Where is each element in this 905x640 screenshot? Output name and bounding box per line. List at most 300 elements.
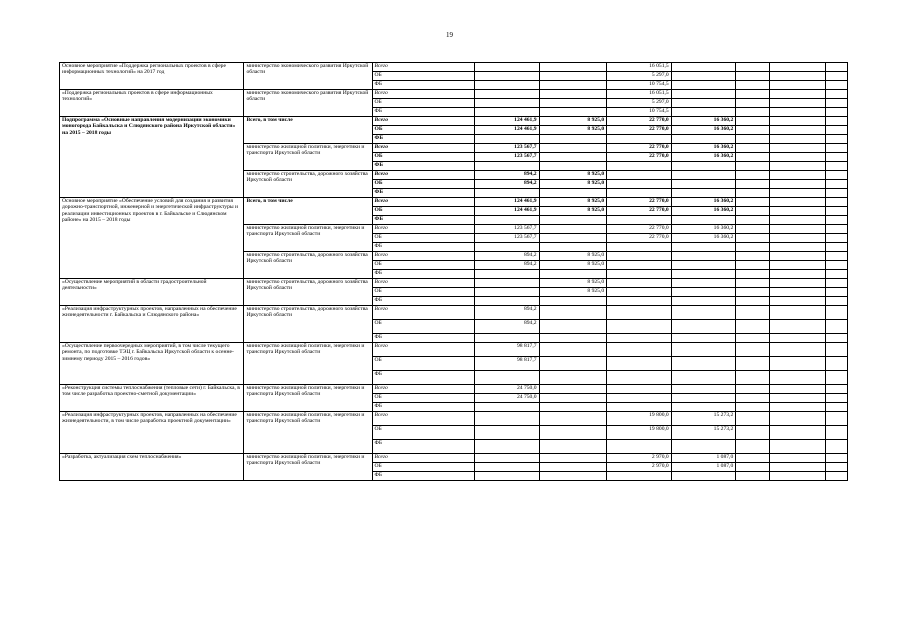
funding-source-cell: Всего [372, 343, 474, 357]
amount-cell [539, 394, 607, 403]
amount-cell: 98 817,7 [474, 357, 539, 371]
amount-cell [770, 117, 826, 126]
amount-cell [770, 90, 826, 99]
funding-source-cell: ФБ [372, 334, 474, 343]
amount-cell [770, 261, 826, 270]
amount-cell: 15 273,2 [671, 426, 736, 440]
executor-cell: министерство строительства, дорожного хозяйства Иркутской области [244, 171, 372, 198]
amount-cell [474, 297, 539, 306]
amount-cell [736, 252, 770, 261]
amount-cell [539, 297, 607, 306]
amount-cell [826, 306, 848, 320]
amount-cell [671, 270, 736, 279]
amount-cell [826, 216, 848, 225]
amount-cell [474, 63, 539, 72]
amount-cell [826, 198, 848, 207]
amount-cell [826, 371, 848, 385]
amount-cell [671, 334, 736, 343]
amount-cell [539, 357, 607, 371]
table-row [60, 306, 848, 320]
amount-cell [770, 207, 826, 216]
table-row [60, 412, 848, 426]
executor-cell: министерство строительства, дорожного хозяйства Иркутской области [244, 306, 372, 343]
amount-cell [736, 243, 770, 252]
amount-cell [770, 371, 826, 385]
amount-cell: 8 925,0 [539, 126, 607, 135]
amount-cell [539, 440, 607, 454]
amount-cell [474, 371, 539, 385]
measure-name-cell: Основное мероприятие «Поддержка региональных проектов в сфере информационных технологий» на 2017 год [60, 63, 244, 90]
amount-cell [474, 72, 539, 81]
amount-cell [474, 279, 539, 288]
amount-cell: 8 925,0 [539, 261, 607, 270]
amount-cell [539, 63, 607, 72]
amount-cell [826, 343, 848, 357]
amount-cell [736, 117, 770, 126]
amount-cell [770, 288, 826, 297]
amount-cell [671, 243, 736, 252]
funding-source-cell: Всего [372, 225, 474, 234]
measure-name-cell: «Осуществление первоочередных мероприятий, в том числе текущего ремонта, по подготовке ТЭЦ г. Байкальска Иркутской области к осенне-зимнему периоду 2015 – 2016 годов» [60, 343, 244, 385]
amount-cell: 8 925,0 [539, 207, 607, 216]
amount-cell [474, 108, 539, 117]
funding-source-cell: Всего [372, 306, 474, 320]
amount-cell [474, 403, 539, 412]
amount-cell [474, 472, 539, 481]
amount-cell [770, 72, 826, 81]
amount-cell [539, 81, 607, 90]
amount-cell [539, 463, 607, 472]
amount-cell [826, 288, 848, 297]
amount-cell: 8 925,0 [539, 252, 607, 261]
funding-source-cell: Всего [372, 90, 474, 99]
amount-cell [770, 189, 826, 198]
amount-cell [474, 426, 539, 440]
amount-cell [539, 412, 607, 426]
amount-cell [770, 270, 826, 279]
amount-cell [539, 334, 607, 343]
amount-cell: 22 770,0 [607, 207, 672, 216]
amount-cell [736, 463, 770, 472]
amount-cell [770, 81, 826, 90]
amount-cell [736, 234, 770, 243]
amount-cell [474, 454, 539, 463]
executor-cell: министерство строительства, дорожного хозяйства Иркутской области [244, 252, 372, 279]
amount-cell [826, 412, 848, 426]
funding-source-cell: Всего [372, 63, 474, 72]
amount-cell [826, 440, 848, 454]
amount-cell: 894,2 [474, 306, 539, 320]
amount-cell: 22 770,0 [607, 126, 672, 135]
funding-source-cell: ФБ [372, 189, 474, 198]
amount-cell: 124 461,9 [474, 198, 539, 207]
amount-cell: 10 754,5 [607, 81, 672, 90]
amount-cell [736, 180, 770, 189]
amount-cell [607, 394, 672, 403]
amount-cell [607, 288, 672, 297]
amount-cell [671, 81, 736, 90]
amount-cell [671, 440, 736, 454]
amount-cell [539, 306, 607, 320]
funding-source-cell: ОБ [372, 207, 474, 216]
amount-cell [539, 135, 607, 144]
amount-cell [671, 343, 736, 357]
amount-cell [736, 144, 770, 153]
funding-source-cell: Всего [372, 171, 474, 180]
amount-cell [826, 81, 848, 90]
amount-cell [770, 225, 826, 234]
amount-cell [736, 261, 770, 270]
amount-cell [826, 171, 848, 180]
amount-cell [826, 243, 848, 252]
amount-cell: 16 051,5 [607, 90, 672, 99]
amount-cell [671, 394, 736, 403]
amount-cell [671, 403, 736, 412]
executor-cell: министерство жилищной политики, энергетики и транспорта Иркутской области [244, 454, 372, 481]
table-row [60, 63, 848, 72]
table-row [60, 454, 848, 463]
amount-cell [770, 234, 826, 243]
amount-cell [770, 357, 826, 371]
amount-cell [826, 385, 848, 394]
funding-source-cell: Всего [372, 144, 474, 153]
amount-cell [671, 216, 736, 225]
amount-cell [736, 385, 770, 394]
amount-cell [826, 334, 848, 343]
amount-cell [826, 153, 848, 162]
amount-cell [736, 334, 770, 343]
amount-cell [671, 171, 736, 180]
table-row [60, 279, 848, 288]
funding-source-cell: Всего [372, 252, 474, 261]
amount-cell [826, 144, 848, 153]
amount-cell: 22 770,0 [607, 225, 672, 234]
amount-cell [671, 306, 736, 320]
amount-cell [770, 412, 826, 426]
amount-cell [736, 90, 770, 99]
table-row [60, 198, 848, 207]
amount-cell: 24 750,0 [474, 385, 539, 394]
amount-cell [607, 216, 672, 225]
amount-cell [671, 162, 736, 171]
amount-cell [826, 403, 848, 412]
amount-cell [474, 412, 539, 426]
amount-cell [671, 320, 736, 334]
budget-table [59, 62, 848, 481]
amount-cell [539, 189, 607, 198]
amount-cell [770, 171, 826, 180]
amount-cell [539, 72, 607, 81]
funding-source-cell: Всего [372, 412, 474, 426]
funding-source-cell: Всего [372, 198, 474, 207]
amount-cell [607, 385, 672, 394]
amount-cell [671, 357, 736, 371]
funding-source-cell: ОБ [372, 357, 474, 371]
funding-source-cell: ФБ [372, 472, 474, 481]
amount-cell [826, 90, 848, 99]
funding-source-cell: ФБ [372, 440, 474, 454]
amount-cell [607, 135, 672, 144]
amount-cell [607, 189, 672, 198]
amount-cell [736, 126, 770, 135]
funding-source-cell: ФБ [372, 243, 474, 252]
amount-cell [826, 207, 848, 216]
amount-cell [607, 343, 672, 357]
amount-cell [671, 63, 736, 72]
amount-cell [474, 90, 539, 99]
amount-cell [539, 234, 607, 243]
amount-cell [770, 426, 826, 440]
funding-source-cell: ОБ [372, 426, 474, 440]
amount-cell [474, 243, 539, 252]
amount-cell: 8 925,0 [539, 198, 607, 207]
amount-cell [770, 135, 826, 144]
amount-cell: 19 800,0 [607, 412, 672, 426]
executor-cell: министерство жилищной политики, энергетики и транспорта Иркутской области [244, 343, 372, 385]
funding-source-cell: ФБ [372, 108, 474, 117]
amount-cell: 19 800,0 [607, 426, 672, 440]
measure-name-cell: «Разработка, актуализация схем теплоснабжения» [60, 454, 244, 481]
amount-cell [671, 297, 736, 306]
amount-cell: 16 360,2 [671, 144, 736, 153]
table-row [60, 117, 848, 126]
amount-cell [770, 306, 826, 320]
amount-cell [671, 472, 736, 481]
amount-cell [770, 252, 826, 261]
funding-source-cell: Всего [372, 117, 474, 126]
amount-cell [539, 99, 607, 108]
amount-cell [736, 270, 770, 279]
amount-cell [826, 180, 848, 189]
amount-cell [607, 243, 672, 252]
amount-cell [770, 108, 826, 117]
amount-cell [826, 72, 848, 81]
amount-cell [826, 189, 848, 198]
funding-source-cell: ФБ [372, 297, 474, 306]
amount-cell: 16 360,2 [671, 198, 736, 207]
amount-cell [736, 216, 770, 225]
amount-cell: 123 567,7 [474, 144, 539, 153]
funding-source-cell: ОБ [372, 463, 474, 472]
amount-cell [826, 117, 848, 126]
funding-source-cell: Всего [372, 279, 474, 288]
funding-source-cell: ОБ [372, 180, 474, 189]
amount-cell [607, 440, 672, 454]
amount-cell [539, 162, 607, 171]
amount-cell [671, 279, 736, 288]
amount-cell [826, 234, 848, 243]
amount-cell [607, 371, 672, 385]
amount-cell [539, 108, 607, 117]
funding-source-cell: ОБ [372, 288, 474, 297]
amount-cell: 8 925,0 [539, 180, 607, 189]
amount-cell: 16 360,2 [671, 117, 736, 126]
amount-cell: 124 461,9 [474, 117, 539, 126]
amount-cell [671, 189, 736, 198]
amount-cell: 5 297,0 [607, 72, 672, 81]
funding-source-cell: ОБ [372, 320, 474, 334]
amount-cell [474, 463, 539, 472]
amount-cell [736, 108, 770, 117]
amount-cell: 98 817,7 [474, 343, 539, 357]
amount-cell [736, 320, 770, 334]
amount-cell: 10 754,5 [607, 108, 672, 117]
funding-source-cell: ОБ [372, 153, 474, 162]
amount-cell [770, 180, 826, 189]
amount-cell: 124 461,9 [474, 207, 539, 216]
amount-cell: 894,2 [474, 180, 539, 189]
amount-cell [539, 472, 607, 481]
funding-source-cell: Всего [372, 454, 474, 463]
amount-cell: 1 087,0 [671, 454, 736, 463]
amount-cell: 22 770,0 [607, 153, 672, 162]
amount-cell [736, 288, 770, 297]
amount-cell [736, 472, 770, 481]
amount-cell [736, 394, 770, 403]
amount-cell [770, 320, 826, 334]
amount-cell [770, 144, 826, 153]
amount-cell: 1 087,0 [671, 463, 736, 472]
amount-cell [770, 385, 826, 394]
amount-cell [671, 288, 736, 297]
amount-cell [736, 189, 770, 198]
measure-name-cell: «Поддержка региональных проектов в сфере информационных технологий» [60, 90, 244, 117]
amount-cell [770, 243, 826, 252]
amount-cell: 5 297,0 [607, 99, 672, 108]
executor-cell: министерство жилищной политики, энергетики и транспорта Иркутской области [244, 225, 372, 252]
amount-cell [736, 225, 770, 234]
executor-cell: министерство жилищной политики, энергетики и транспорта Иркутской области [244, 412, 372, 454]
amount-cell [671, 108, 736, 117]
amount-cell [826, 126, 848, 135]
amount-cell [770, 216, 826, 225]
amount-cell [770, 472, 826, 481]
executor-cell: Всего, в том числе [244, 117, 372, 144]
measure-name-cell: «Реализация инфраструктурных проектов, направленных на обеспечение жизнедеятельности, в том числе разработка проектной документации» [60, 412, 244, 454]
amount-cell [770, 297, 826, 306]
amount-cell: 123 567,7 [474, 153, 539, 162]
amount-cell [770, 463, 826, 472]
amount-cell [826, 261, 848, 270]
amount-cell [539, 225, 607, 234]
amount-cell: 2 970,0 [607, 454, 672, 463]
amount-cell [770, 454, 826, 463]
amount-cell [770, 343, 826, 357]
amount-cell [607, 357, 672, 371]
funding-source-cell: ФБ [372, 403, 474, 412]
amount-cell [736, 162, 770, 171]
amount-cell [736, 99, 770, 108]
amount-cell [607, 270, 672, 279]
amount-cell [474, 135, 539, 144]
amount-cell [826, 472, 848, 481]
amount-cell: 22 770,0 [607, 234, 672, 243]
amount-cell: 8 925,0 [539, 288, 607, 297]
amount-cell [826, 162, 848, 171]
amount-cell [826, 270, 848, 279]
funding-source-cell: ФБ [372, 270, 474, 279]
funding-source-cell: ОБ [372, 126, 474, 135]
amount-cell [474, 288, 539, 297]
executor-cell: министерство экономического развития Иркутской области [244, 63, 372, 90]
amount-cell [736, 81, 770, 90]
amount-cell [826, 357, 848, 371]
funding-source-cell: ФБ [372, 371, 474, 385]
amount-cell [607, 320, 672, 334]
measure-name-cell: Подпрограмма «Основные направления модернизации экономики моногорода Байкальска и Слюдянского района Иркутской области» на 2015 – 2018 годы [60, 117, 244, 198]
executor-cell: Всего, в том числе [244, 198, 372, 225]
amount-cell [671, 261, 736, 270]
amount-cell: 22 770,0 [607, 144, 672, 153]
funding-source-cell: ОБ [372, 234, 474, 243]
amount-cell [770, 334, 826, 343]
amount-cell [607, 334, 672, 343]
funding-source-cell: Всего [372, 385, 474, 394]
amount-cell [736, 371, 770, 385]
amount-cell [671, 72, 736, 81]
amount-cell: 894,2 [474, 320, 539, 334]
amount-cell: 894,2 [474, 261, 539, 270]
amount-cell [770, 99, 826, 108]
amount-cell [539, 153, 607, 162]
amount-cell [607, 162, 672, 171]
amount-cell [607, 180, 672, 189]
executor-cell: министерство строительства, дорожного хозяйства Иркутской области [244, 279, 372, 306]
amount-cell: 124 461,9 [474, 126, 539, 135]
executor-cell: министерство жилищной политики, энергетики и транспорта Иркутской области [244, 144, 372, 171]
amount-cell [736, 198, 770, 207]
amount-cell: 123 567,7 [474, 234, 539, 243]
amount-cell [539, 216, 607, 225]
amount-cell [671, 90, 736, 99]
amount-cell: 16 360,2 [671, 207, 736, 216]
amount-cell [607, 252, 672, 261]
funding-source-cell: ОБ [372, 99, 474, 108]
amount-cell [736, 426, 770, 440]
amount-cell: 16 360,2 [671, 153, 736, 162]
funding-source-cell: ОБ [372, 72, 474, 81]
funding-source-cell: ФБ [372, 135, 474, 144]
amount-cell [770, 440, 826, 454]
amount-cell [539, 403, 607, 412]
amount-cell [736, 403, 770, 412]
amount-cell [826, 99, 848, 108]
amount-cell: 894,2 [474, 171, 539, 180]
amount-cell: 22 770,0 [607, 198, 672, 207]
amount-cell [736, 306, 770, 320]
table-row [60, 385, 848, 394]
amount-cell [736, 207, 770, 216]
amount-cell [770, 162, 826, 171]
funding-source-cell: ФБ [372, 216, 474, 225]
amount-cell [736, 412, 770, 426]
amount-cell: 24 750,0 [474, 394, 539, 403]
amount-cell: 8 925,0 [539, 117, 607, 126]
amount-cell [826, 135, 848, 144]
amount-cell: 22 770,0 [607, 117, 672, 126]
amount-cell [607, 297, 672, 306]
executor-cell: министерство экономического развития Иркутской области [244, 90, 372, 117]
measure-name-cell: Основное мероприятие «Обеспечение условий для создания и развития дорожно-транспортной, инженерной и энергетической инфраструктуры и реализации инвестиционных проектов в г. Байкальске и Слюдянском районе» на 2015 – 2018 годы [60, 198, 244, 279]
amount-cell [736, 343, 770, 357]
amount-cell [736, 454, 770, 463]
amount-cell [607, 279, 672, 288]
amount-cell [539, 243, 607, 252]
amount-cell [736, 440, 770, 454]
amount-cell: 16 360,2 [671, 126, 736, 135]
amount-cell [671, 135, 736, 144]
amount-cell: 16 051,5 [607, 63, 672, 72]
